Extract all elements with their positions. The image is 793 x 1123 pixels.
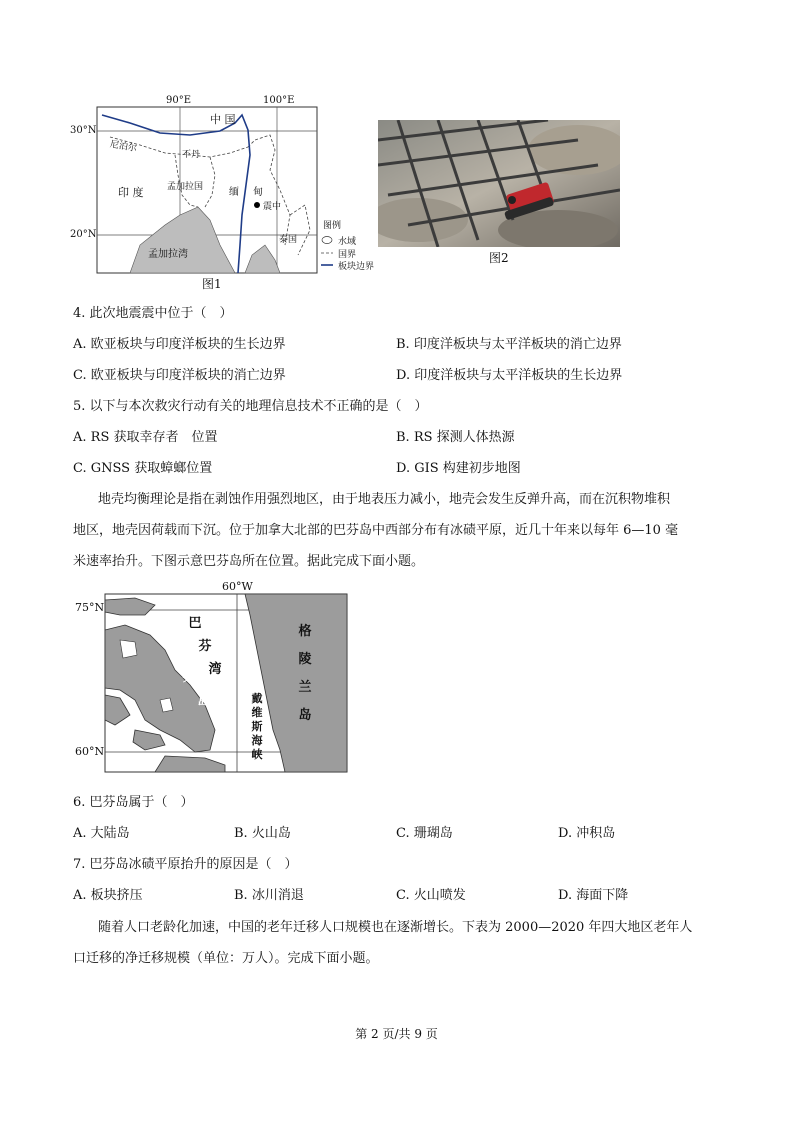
figure-1-caption: 图1 bbox=[202, 277, 222, 291]
rescue-robot-photo bbox=[378, 120, 620, 247]
question-6-stem: 6. 巴芬岛属于（ ） bbox=[73, 795, 194, 810]
place-epicenter: 震中 bbox=[263, 202, 282, 212]
page-footer: 第 2 页/共 9 页 bbox=[355, 1027, 438, 1041]
legend-plate-boundary: 板块边界 bbox=[338, 262, 375, 272]
question-7-option-c: C. 火山喷发 bbox=[396, 888, 466, 903]
lat-label-75n: 75°N bbox=[75, 601, 105, 614]
legend-water: 水域 bbox=[338, 237, 357, 247]
place-thailand: 泰国 bbox=[279, 235, 298, 245]
place-china: 中 国 bbox=[210, 113, 236, 126]
question-7-stem: 7. 巴芬岛冰碛平原抬升的原因是（ ） bbox=[73, 857, 298, 872]
question-5-option-a: A. RS 获取幸存者 位置 bbox=[73, 430, 218, 445]
question-6-option-c: C. 珊瑚岛 bbox=[396, 826, 453, 841]
figure-2-photo bbox=[378, 120, 620, 247]
question-6-option-b: B. 火山岛 bbox=[234, 826, 291, 841]
lon-label-100e: 100°E bbox=[263, 95, 295, 106]
lat-label-60n: 60°N bbox=[75, 745, 105, 758]
place-myanmar-1: 缅 bbox=[229, 187, 239, 198]
question-7-option-a: A. 板块挤压 bbox=[73, 888, 143, 903]
question-7-option-b: B. 冰川消退 bbox=[234, 888, 304, 903]
place-india: 印 度 bbox=[118, 186, 144, 199]
question-5-option-d: D. GIS 构建初步地图 bbox=[396, 461, 521, 476]
passage-3-line-2: 口迁移的净迁移规模（单位：万人）。完成下面小题。 bbox=[73, 951, 379, 966]
lat-label-30n: 30°N bbox=[70, 125, 97, 136]
place-bangladesh: 孟加拉国 bbox=[167, 182, 204, 192]
question-4-stem: 4. 此次地震震中位于（ ） bbox=[73, 306, 233, 321]
passage-2-line-1: 地壳均衡理论是指在剥蚀作用强烈地区，由于地表压力减小，地壳会发生反弹升高，而在沉积物堆积 bbox=[98, 492, 671, 507]
lon-label-60w: 60°W bbox=[222, 580, 253, 593]
question-5-option-b: B. RS 探测人体热源 bbox=[396, 430, 515, 445]
place-myanmar-2: 甸 bbox=[253, 187, 263, 198]
question-4-option-d: D. 印度洋板块与太平洋板块的生长边界 bbox=[396, 368, 623, 383]
lon-label-90e: 90°E bbox=[166, 95, 192, 106]
question-7-option-d: D. 海面下降 bbox=[558, 888, 629, 903]
legend-title: 图例 bbox=[323, 221, 342, 231]
question-6-option-a: A. 大陆岛 bbox=[73, 826, 130, 841]
passage-3-line-1: 随着人口老龄化加速，中国的老年迁移人口规模也在逐渐增长。下表为 2000—2020 年四大地区老年人 bbox=[98, 920, 693, 935]
place-nepal: 尼泊尔 bbox=[109, 139, 138, 155]
epicenter-marker bbox=[254, 202, 260, 208]
figure-2-caption: 图2 bbox=[489, 251, 509, 265]
passage-2-line-3: 米速率抬升。下图示意巴芬岛所在位置。据此完成下面小题。 bbox=[73, 554, 425, 569]
passage-2-line-2: 地区，地壳因荷载而下沉。位于加拿大北部的巴芬岛中西部分布有冰碛平原，近几十年来以每年 6—10 毫 bbox=[73, 523, 679, 538]
question-5-option-c: C. GNSS 获取蟑螂位置 bbox=[73, 461, 213, 476]
lat-label-20n: 20°N bbox=[70, 229, 97, 240]
figure-1-map bbox=[70, 95, 390, 290]
legend-border: 国界 bbox=[338, 250, 357, 260]
question-4-option-a: A. 欧亚板块与印度洋板块的生长边界 bbox=[73, 337, 286, 352]
place-bay-of-bengal: 孟加拉湾 bbox=[148, 249, 188, 260]
question-5-stem: 5. 以下与本次救灾行动有关的地理信息技术不正确的是（ ） bbox=[73, 399, 428, 414]
place-bhutan: 不丹 bbox=[182, 150, 201, 160]
question-4-option-c: C. 欧亚板块与印度洋板块的消亡边界 bbox=[73, 368, 286, 383]
figure-3-map: 60°W 75°N 60°N 巴 芬 湾 巴 芬 岛 戴 维 斯 海 峡 格 陵 兰 岛 bbox=[75, 580, 365, 775]
question-6-option-d: D. 冲积岛 bbox=[558, 826, 616, 841]
question-4-option-b: B. 印度洋板块与太平洋板块的消亡边界 bbox=[396, 337, 622, 352]
